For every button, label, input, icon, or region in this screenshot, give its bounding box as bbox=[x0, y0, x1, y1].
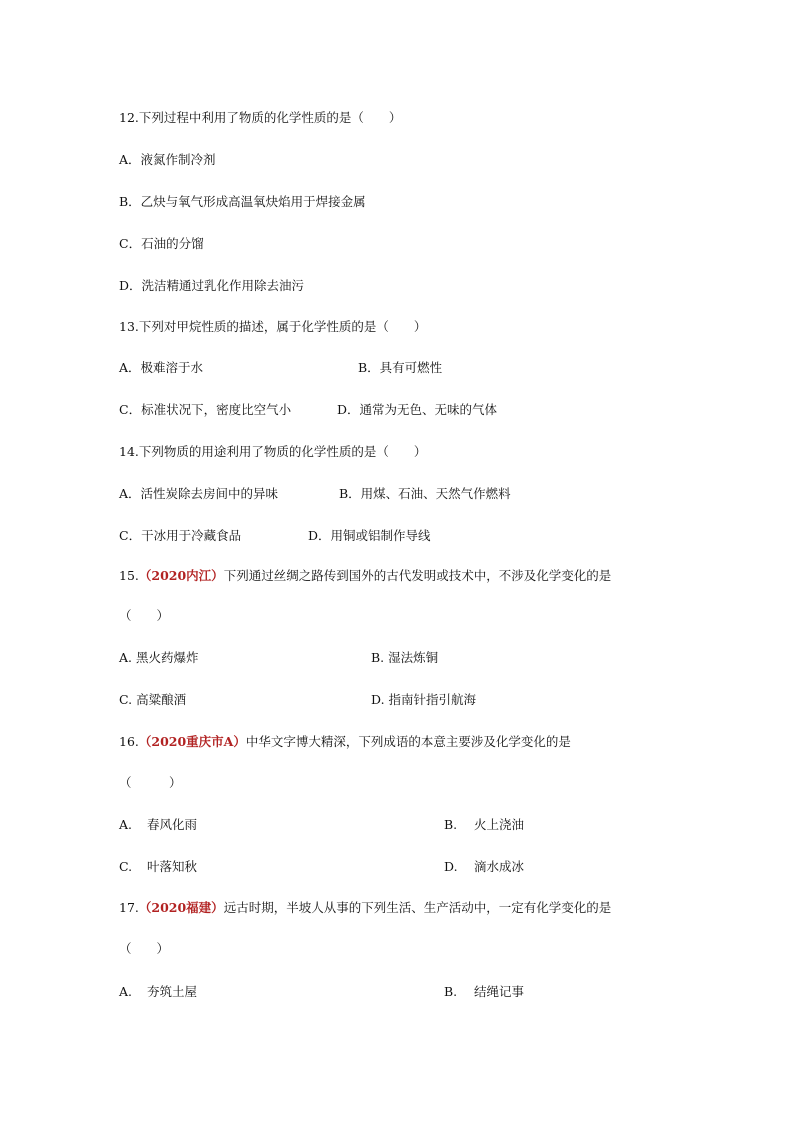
question-13-option-b: B．具有可燃性 bbox=[358, 360, 443, 375]
question-16-option-d: 滴水成冰 bbox=[474, 859, 525, 874]
question-17-text: 远古时期，半坡人从事的下列生活、生产活动中，一定有化学变化的是 bbox=[223, 900, 612, 915]
question-15-answer-paren: （ ） bbox=[119, 608, 170, 623]
question-13-stem: 13.下列对甲烷性质的描述，属于化学性质的是（ ） bbox=[119, 319, 427, 334]
question-12-option-a: A．液氮作制冷剂 bbox=[119, 152, 216, 167]
question-15-source-tag: （2020内江） bbox=[138, 568, 224, 583]
question-12-stem: 12.下列过程中利用了物质的化学性质的是（ ） bbox=[119, 110, 402, 125]
question-14-option-c: C．干冰用于冷藏食品 bbox=[119, 528, 242, 543]
question-17-answer-paren: （ ） bbox=[119, 941, 170, 956]
question-15-option-b: B. 湿法炼铜 bbox=[371, 650, 439, 665]
question-14-stem: 14.下列物质的用途利用了物质的化学性质的是（ ） bbox=[119, 444, 427, 459]
question-17-stem bbox=[119, 900, 611, 916]
question-16-option-c: 叶落知秋 bbox=[147, 859, 198, 874]
question-16-option-a-letter: A. bbox=[119, 817, 133, 832]
question-14-option-b: B．用煤、石油、天然气作燃料 bbox=[339, 486, 511, 501]
question-12-option-b: B．乙炔与氧气形成高温氧炔焰用于焊接金属 bbox=[119, 194, 366, 209]
question-13-option-a: A．极难溶于水 bbox=[119, 360, 204, 375]
question-17-option-a-letter: A. bbox=[119, 984, 133, 999]
question-16-option-a: 春风化雨 bbox=[147, 817, 198, 832]
question-17-option-b-letter: B. bbox=[444, 984, 458, 999]
question-13-option-c: C．标准状况下，密度比空气小 bbox=[119, 402, 292, 417]
question-15-number: 15. bbox=[119, 568, 139, 583]
question-16-answer-paren: （ ） bbox=[119, 775, 182, 790]
question-16-option-b: 火上浇油 bbox=[474, 817, 525, 832]
question-16-stem bbox=[119, 734, 571, 750]
question-16-source-tag: （2020重庆市A） bbox=[138, 734, 246, 749]
question-15-stem bbox=[119, 568, 611, 584]
question-15-option-d: D. 指南针指引航海 bbox=[371, 692, 477, 707]
question-16-text: 中华文字博大精深，下列成语的本意主要涉及化学变化的是 bbox=[245, 734, 571, 749]
question-17-option-b: 结绳记事 bbox=[474, 984, 525, 999]
question-15-option-a: A. 黑火药爆炸 bbox=[119, 650, 199, 665]
question-17-source-tag: （2020福建） bbox=[138, 900, 224, 915]
question-17-number: 17. bbox=[119, 900, 139, 915]
question-14-option-a: A．活性炭除去房间中的异味 bbox=[119, 486, 279, 501]
question-17-option-a: 夯筑土屋 bbox=[147, 984, 198, 999]
question-13-option-d: D．通常为无色、无味的气体 bbox=[337, 402, 498, 417]
question-12-option-d: D．洗洁精通过乳化作用除去油污 bbox=[119, 278, 305, 293]
question-16-number: 16. bbox=[119, 734, 139, 749]
question-16-option-c-letter: C. bbox=[119, 859, 133, 874]
question-16-option-b-letter: B. bbox=[444, 817, 458, 832]
question-14-option-d: D．用铜或铝制作导线 bbox=[308, 528, 431, 543]
question-12-option-c: C．石油的分馏 bbox=[119, 236, 204, 251]
question-16-option-d-letter: D. bbox=[444, 859, 458, 874]
question-15-text: 下列通过丝绸之路传到国外的古代发明或技术中，不涉及化学变化的是 bbox=[223, 568, 612, 583]
question-15-option-c: C. 高粱酿酒 bbox=[119, 692, 187, 707]
